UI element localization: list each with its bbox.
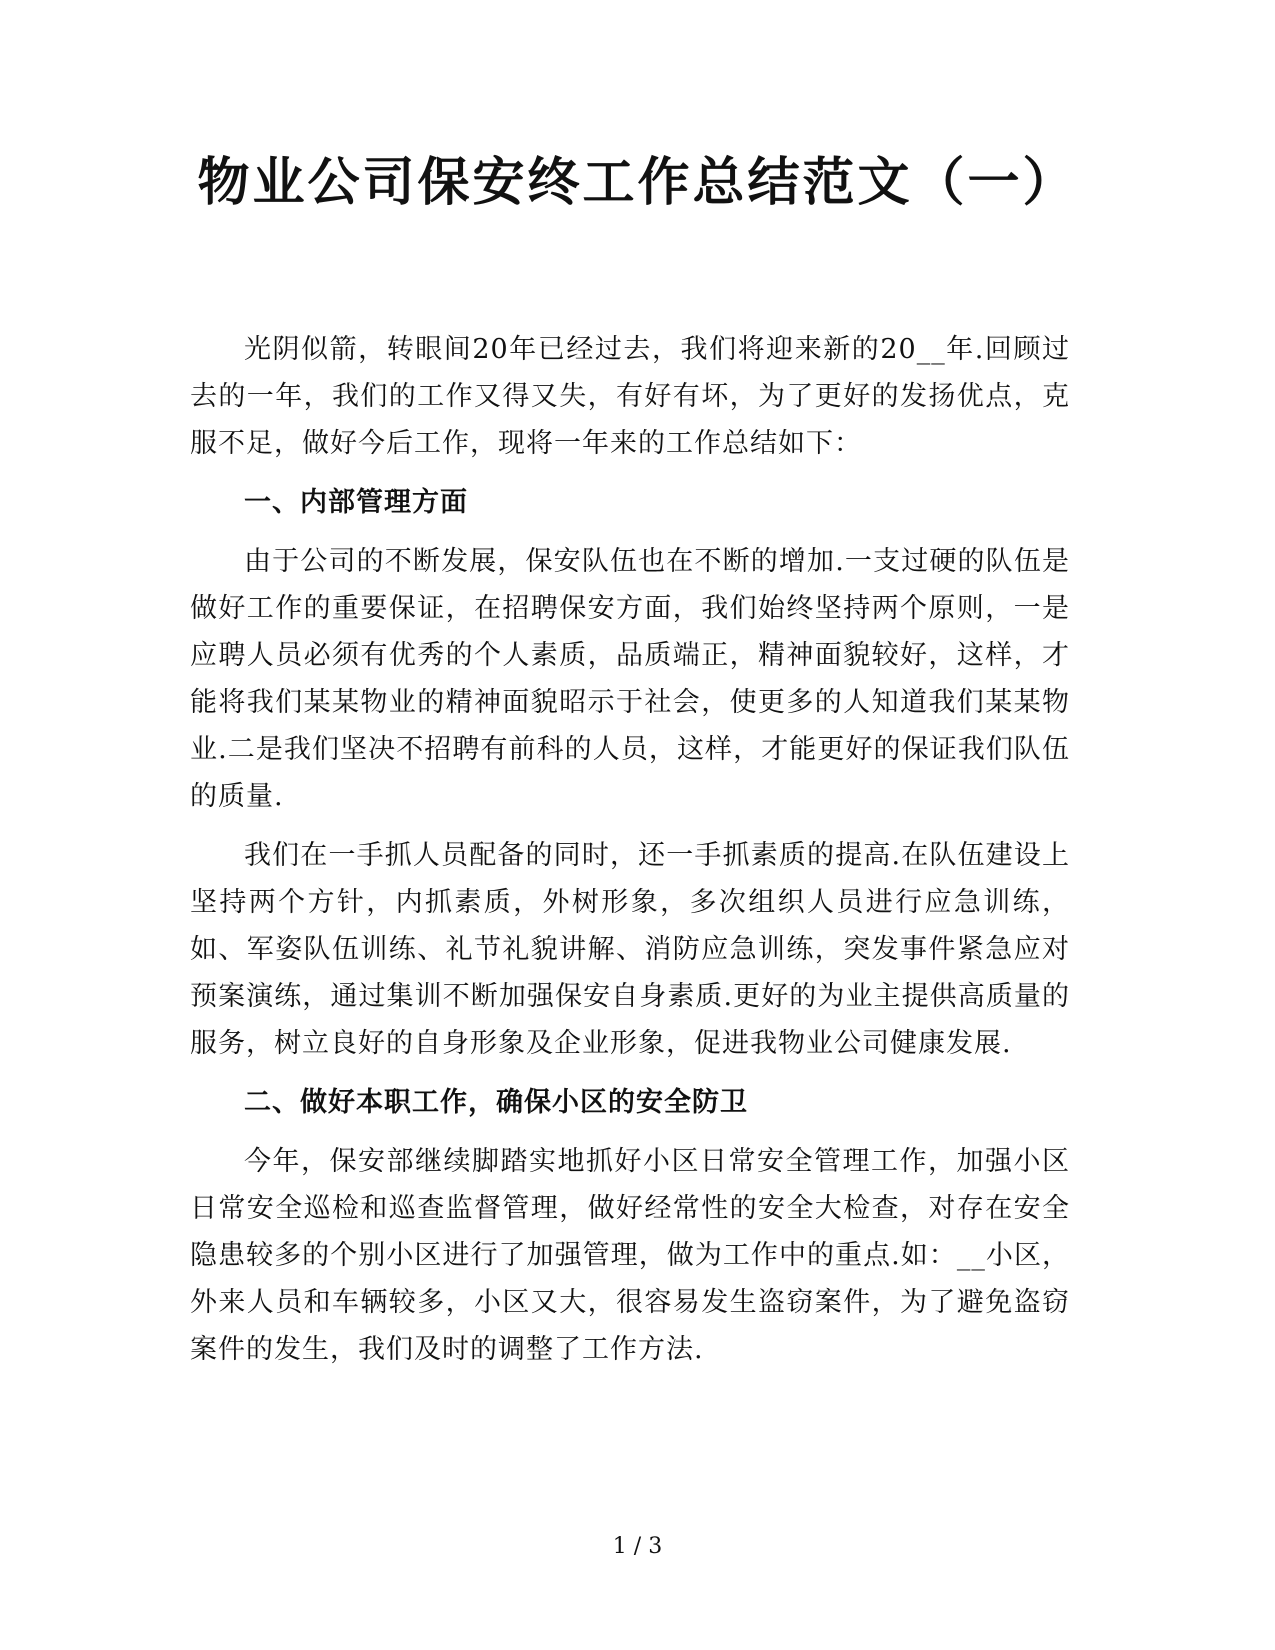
page-number: 1 / 3: [612, 1534, 663, 1559]
document-body: [190, 326, 1070, 1385]
body-paragraph: 我们在一手抓人员配备的同时，还一手抓素质的提高.在队伍建设上坚持两个方针，内抓素质，外树形象，多次组织人员进行应急训练，如、军姿队伍训练、礼节礼貌讲解、消防应急训练，突发事件紧急应对预案演练，通过集训不断加强保安自身素质.更好的为业主提供高质量的服务，树立良好的自身形象及企业形象，促进我物业公司健康发展.: [190, 840, 1070, 1059]
section-heading-security-duty: 二、做好本职工作，确保小区的安全防卫: [244, 1087, 748, 1118]
intro-paragraph: 光阴似箭，转眼间20年已经过去，我们将迎来新的20__年.回顾过去的一年，我们的工作又得又失，有好有坏，为了更好的发扬优点，克服不足，做好今后工作，现将一年来的工作总结如下：: [190, 334, 1070, 459]
body-paragraph: 今年，保安部继续脚踏实地抓好小区日常安全管理工作，加强小区日常安全巡检和巡查监督管理，做好经常性的安全大检查，对存在安全隐患较多的个别小区进行了加强管理，做为工作中的重点.如：__小区，外来人员和车辆较多，小区又大，很容易发生盗窃案件，为了避免盗窃案件的发生，我们及时的调整了工作方法.: [190, 1146, 1070, 1365]
section-heading-internal-management: 一、内部管理方面: [244, 487, 468, 518]
body-paragraph: 由于公司的不断发展，保安队伍也在不断的增加.一支过硬的队伍是做好工作的重要保证，在招聘保安方面，我们始终坚持两个原则，一是应聘人员必须有优秀的个人素质，品质端正，精神面貌较好，这样，才能将我们某某物业的精神面貌昭示于社会，使更多的人知道我们某某物业.二是我们坚决不招聘有前科的人员，这样，才能更好的保证我们队伍的质量.: [190, 546, 1070, 812]
document-title: 物业公司保安终工作总结范文（一）: [197, 152, 1078, 213]
